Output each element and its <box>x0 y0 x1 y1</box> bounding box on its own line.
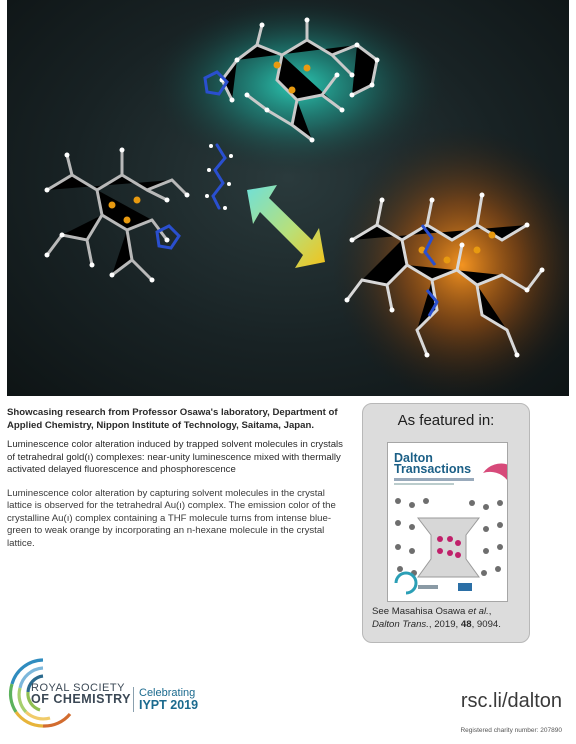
organisation-name: ROYAL SOCIETY OF CHEMISTRY <box>31 682 131 706</box>
citation: See Masahisa Osawa et al., Dalton Trans., 2019, 48, 9094. <box>372 606 501 630</box>
double-arrow-icon <box>247 185 325 268</box>
journal-cover[interactable] <box>387 442 508 602</box>
molecular-illustration <box>7 0 569 396</box>
cover-artwork <box>7 0 569 396</box>
article-title: Luminescence color alteration induced by trapped solvent molecules in crystals of tetrahedral gold(ı) complexes: near-unity luminescence mixed with thermally activated delayed fluorescence and phosphorescence <box>7 439 343 475</box>
journal-title: Dalton Transactions <box>394 451 472 476</box>
journal-url[interactable]: rsc.li/dalton <box>460 690 562 712</box>
divider <box>133 687 134 712</box>
article-caption <box>7 407 352 550</box>
charity-number: Registered charity number: 207890 <box>460 727 562 734</box>
article-abstract: Luminescence color alteration by capturing solvent molecules in the crystal lattice is observed for the tetrahedral Au(ı) complex. The emission color of the crystalline Au(ı) complex containing a THF molecule turns from intense blue-green to weak orange by incorporating an n-hexane molecule in the crystal lattice. <box>7 487 336 549</box>
lab-credit: Showcasing research from Professor Osawa's laboratory, Department of Applied Chemistry, Nippon Institute of Technology, Saitama, Japan. <box>7 407 338 431</box>
celebrating-badge: Celebrating IYPT 2019 <box>139 687 199 712</box>
featured-panel <box>362 403 530 643</box>
featured-heading: As featured in: <box>397 412 495 429</box>
cover-artwork-icon <box>388 443 508 602</box>
left-complex-molecule <box>47 150 187 280</box>
